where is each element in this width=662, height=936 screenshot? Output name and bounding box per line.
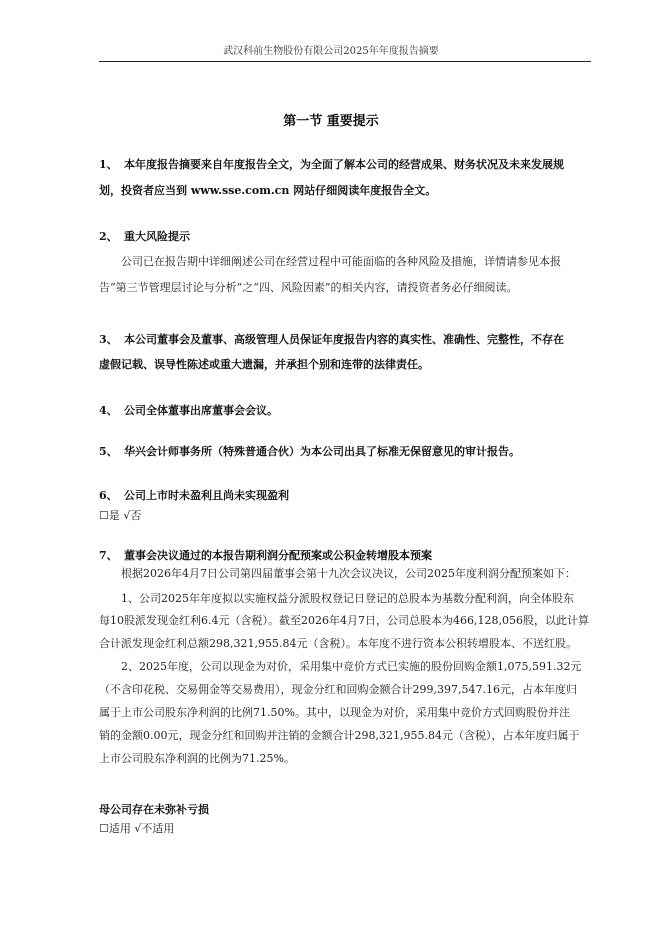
item-6-heading: 公司上市时未盈利且尚未实现盈利 bbox=[124, 489, 289, 502]
item-5 bbox=[99, 443, 591, 459]
item-2-line-2: 告“第三节管理层讨论与分析”之“四、风险因素”的相关内容，请投资者务必仔细阅读。 bbox=[99, 281, 518, 294]
item-7-line-5: 2、2025年度，公司以现金为对价，采用集中竞价方式已实施的股份回购金额1,075,591.32元 bbox=[121, 660, 582, 673]
item-2-line-1: 公司已在报告期中详细阐述公司在经营过程中可能面临的各种风险及措施，详情请参见本报 bbox=[121, 255, 561, 268]
item-5-heading: 华兴会计师事务所（特殊普通合伙）为本公司出具了标准无保留意见的审计报告。 bbox=[124, 445, 520, 458]
item-4 bbox=[99, 402, 591, 418]
item-7-line-4: 合计派发现金红利总额298,321,955.84元（含税）。本年度不进行资本公积转增股本、不送红股。 bbox=[99, 637, 577, 650]
header-rule bbox=[99, 61, 591, 62]
parent-deficit-heading: 母公司存在未弥补亏损 bbox=[99, 803, 209, 816]
item-7-line-1: 根据2026年4月7日公司第四届董事会第十九次会议决议，公司2025年度利润分配预案如下： bbox=[121, 567, 576, 580]
item-1 bbox=[99, 156, 591, 196]
item-5-number: 5、 bbox=[99, 445, 118, 458]
item-1-number: 1、 bbox=[99, 158, 118, 171]
item-3-line-1: 本公司董事会及董事、高级管理人员保证年度报告内容的真实性、准确性、完整性，不存在 bbox=[124, 333, 564, 346]
item-3 bbox=[99, 331, 591, 371]
item-2-number: 2、 bbox=[99, 230, 118, 243]
parent-deficit-block bbox=[99, 801, 591, 839]
item-7-line-7: 属于上市公司股东净利润的比例71.50%。其中，以现金为对价，采用集中竞价方式回购股份并注 bbox=[99, 706, 570, 719]
item-3-line-2: 虚假记载、误导性陈述或重大遗漏，并承担个别和连带的法律责任。 bbox=[99, 358, 429, 371]
item-7-number: 7、 bbox=[99, 549, 118, 562]
section-title: 第一节 重要提示 bbox=[283, 114, 379, 129]
item-7-line-9: 上市公司股东净利润的比例为71.25%。 bbox=[99, 752, 295, 765]
item-1-line-1: 本年度报告摘要来自年度报告全文，为全面了解本公司的经营成果、财务状况及未来发展规 bbox=[124, 158, 564, 171]
item-4-number: 4、 bbox=[99, 404, 118, 417]
item-7 bbox=[99, 547, 591, 767]
parent-deficit-options[interactable]: ☐适用 √不适用 bbox=[99, 822, 175, 835]
item-7-heading: 董事会决议通过的本报告期利润分配预案或公积金转增股本预案 bbox=[124, 549, 432, 562]
item-6-number: 6、 bbox=[99, 489, 118, 502]
item-2-heading: 重大风险提示 bbox=[124, 230, 190, 243]
item-7-line-6: （不含印花税、交易佣金等交易费用），现金分红和回购金额合计299,397,547.16元，占本年度归 bbox=[99, 683, 577, 696]
item-6 bbox=[99, 487, 591, 525]
page-header: 武汉科前生物股份有限公司2025年年度报告摘要 bbox=[223, 46, 439, 57]
not-profitable-options[interactable]: ☐是 √否 bbox=[99, 509, 142, 522]
item-2 bbox=[99, 228, 591, 294]
item-7-line-2: 1、公司2025年年度拟以实施权益分派股权登记日登记的总股本为基数分配利润，向全体股东 bbox=[121, 592, 574, 605]
item-3-number: 3、 bbox=[99, 333, 118, 346]
item-7-line-8: 销的金额0.00元，现金分红和回购并注销的金额合计298,321,955.84元（含税），占本年度归属于 bbox=[99, 729, 580, 742]
item-4-heading: 公司全体董事出席董事会会议。 bbox=[124, 404, 278, 417]
item-1-line-2: 划，投资者应当到 www.sse.com.cn 网站仔细阅读年度报告全文。 bbox=[99, 184, 437, 197]
item-7-line-3: 每10股派发现金红利6.4元（含税）。截至2026年4月7日，公司总股本为466,128,056股，以此计算 bbox=[99, 614, 589, 627]
